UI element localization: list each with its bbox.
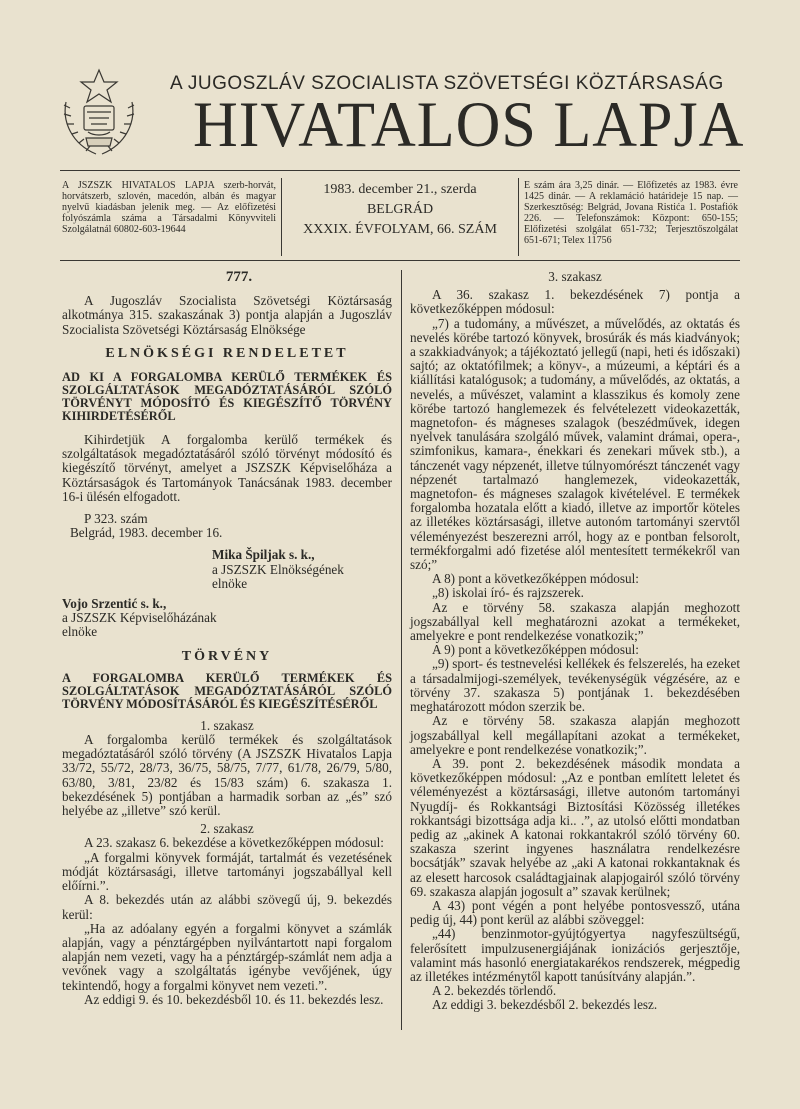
right-column — [410, 270, 740, 1013]
column-divider — [281, 178, 282, 256]
section-heading: 1. szakasz — [200, 717, 254, 733]
coat-of-arms-icon — [44, 62, 154, 162]
signatory-role: elnöke — [62, 624, 98, 640]
section-text: Az e törvény 58. szakasza alapján meghozott jogszabállyal kell meghatározni azokat a termékeket, amelyekre e pont rendelkezése vonatkozik;” — [410, 599, 740, 644]
issue-date: 1983. december 21., szerda — [323, 182, 477, 197]
signatory-role: a JSZSZK Elnökségének — [212, 561, 344, 577]
place-date: Belgrád, 1983. december 16. — [70, 525, 223, 541]
main-column-divider — [401, 270, 402, 1030]
masthead-supertitle: A JUGOSZLÁV SZOCIALISTA SZÖVETSÉGI KÖZTÁRSASÁG — [170, 73, 724, 94]
issue-volume: XXXIX. ÉVFOLYAM, 66. SZÁM — [303, 222, 497, 237]
section-quote: „9) sport- és testnevelési kellékek és felszerelés, ha ezeket a társadalmijogi-személyek, tevékenységük végzésére, az e törvény 37. szakasza 5) pontjának 1. bekezdésében meghatározott módon szerzik be. — [410, 656, 740, 715]
section-text: A 39. pont 2. bekezdésének második mondata a következőképpen módosul: „Az e pontban említett leletet és véleményezést a köztársasági, illetve autonóm tartományi Nyugdíj- és Rokkantsági Biztosítási Közösség illetékes rokkantsági bizottsága adja ki.. .”, az utolsó előtti mondatban pedig az „akinek A katonai rokkantakról szóló törvény 60. szakasza szerint ingyenes használatra rendelkezésre bocsátják” szavak helyébe az „aki A katonai rokkantaknak és az elesett harcosok családtagjainak alapjogairól szóló törvény 69. szakasza alapján jogosult a” szavak kerülnek; — [410, 755, 740, 899]
decree-number: 777. — [225, 269, 253, 285]
section-text: Az e törvény 58. szakasza alapján meghozott jogszabállyal kell megállapítani azokat a termékeket, amelyekre e pont rendelkezése vonatkozik;”. — [410, 713, 740, 757]
section-quote: „8) iskolai író- és rajzszerek. — [432, 585, 584, 601]
signatory-role: a JSZSZK Képviselőházának — [62, 610, 217, 626]
issue-city: BELGRÁD — [366, 202, 434, 217]
header-bottom-rule — [60, 260, 740, 261]
section-text: Az eddigi 3. bekezdésből 2. bekezdés lesz. — [432, 997, 658, 1013]
masthead-title: HIVATALOS LAPJA — [193, 89, 745, 161]
decree-intro: A Jugoszláv Szocialista Szövetségi Köztársaság alkotmánya 315. szakaszának 3) pontja alapján a Jugoszláv Szocialista Szövetségi Köztársaság Elnöksége — [62, 293, 392, 337]
law-title: TÖRVÉNY — [181, 648, 273, 664]
subscription-info: A JSZSZK HIVATALOS LAPJA szerb-horvát, horvátszerb, szlovén, macedón, albán és magyar nyelvű kiadásban jelenik meg. — Az előfizetési folyószámla száma a Társadalmi Könyvviteli Szolgálatnál 60802-603-19644 — [62, 180, 276, 235]
section-text: A 8) pont a következőképpen módosul: — [432, 571, 639, 587]
signatory-name: Mika Špiljak s. k., — [212, 547, 315, 563]
section-quote: „44) benzinmotor-gyújtógyertya nagyfeszültségű, felerősített impulzusenergiájának ionizációs gerjesztője, valamint más hasonló energiatakarékos rendszerek, mégpedig az illetékes intézménytől kapott tanúsítvány alapján.”. — [410, 926, 740, 984]
section-text: A 2. bekezdés törlendő. — [432, 983, 557, 999]
decree-subject: AD KI A FORGALOMBA KERÜLŐ TERMÉKEK ÉS SZOLGÁLTATÁSOK MEGADÓZTATÁSÁRÓL SZÓLÓ TÖRVÉNYT MÓDOSÍTÓ ÉS KIEGÉSZÍTŐ TÖRVÉNY KIHIRDETÉSÉRŐL — [62, 370, 392, 424]
price-info: E szám ára 3,25 dinár. — Előfizetés az 1983. évre 1425 dinár. — A reklamáció határideje 15 nap. — Szerkesztőség: Belgrád, Jovana Ristića 1. Postafiók 226. — Telefonszámok: Központ: 650-155; Előfizetési szolgálat 651-732; Terjesztőszolgálat 651-671; Telex 11756 — [524, 180, 738, 246]
section-text: Az eddigi 9. és 10. bekezdésből 10. és 11. bekezdés lesz. — [84, 991, 384, 1007]
signatory-name: Vojo Srzentić s. k., — [62, 596, 167, 612]
section-text: A 9) pont a következőképpen módosul: — [432, 642, 639, 658]
issue-info — [290, 180, 510, 240]
section-text: A 23. szakasz 6. bekezdése a következőképpen módosul: — [84, 835, 384, 851]
decree-title: ELNÖKSÉGI RENDELETET — [105, 345, 349, 361]
column-divider — [518, 178, 519, 256]
reference-number: P 323. szám — [84, 511, 148, 527]
signatory-role: elnöke — [212, 575, 248, 591]
proclamation: Kihirdetjük A forgalomba kerülő termékek és szolgáltatások megadóztatásáról szóló törvényt módosító és kiegészítő törvényt, amelyet a JSZSZK Képviselőháza a Köztársaságok és Tartományok Tanácsának 1983. december 16-i ülésén elfogadott. — [62, 432, 392, 504]
section-quote: „7) a tudomány, a művészet, a művelődés, az oktatás és nevelés körébe tartozó könyvek, brosúrák és más kiadványok; a szakkiadványok; a tájékoztató jellegű (napi, heti és időszaki) sajtó; az oktatófilmek; a könyv-, a múzeumi, a képtári és a kiállítási katalógusok; a tudomány, a művelődés, az oktatás, a nevelés, a művészet, valamint a klasszikus és komoly zene körébe tartozó hanglemezek és felvételezett videokazetták, magnetofon- és mágneses szalagok (beszédművek, idegen nyelvek tanulására szolgáló művek, valamint drámai, opera-, szimfonikus, kamara-, énekkari és zenekari művek stb.), a tánczenét vagy népzenét, illetve túlnyomórészt tánczenét vagy népzenét tartalmazó hanglemezek, videokazetták, magnetofon- és mágneses szalagok kivételével. E termékek forgalomba hozatala előtt a kiadó, illetve az importőr köteles az illetékes köztársasági, illetve autonóm tartományi szervtől véleményezést beszerezni arról, hogy az e pontban felsorolt, termékforgalmi adó fizetése alól mentesített termékekről van szó;” — [410, 315, 740, 573]
section-text: A forgalomba kerülő termékek és szolgáltatások megadóztatásáról szóló törvény (A JSZSZK Hivatalos Lapja 33/72, 55/72, 28/73, 36/75, 58/75, 7/77, 61/78, 26/79, 5/80, 63/80, 3/81, 23/82 és 15/83 szám) 6. szakasza 1. bekezdésének 5) pontjában a harmadik sorban az „és” szó helyébe az „illetve” szó kerül. — [62, 732, 392, 819]
left-column — [62, 270, 392, 1007]
section-quote: „Ha az adóalany egyén a forgalmi könyvet a számlák alapján, vagy a pénztárgépben nyilvántartott napi forgalom alapján nem vezeti, vagy ha a pénztárgép-számlát nem adja a vevőnek vagy a szolgáltatás igénybe vevőjének, úgy tekintendő, hogy a forgalmi könyvet nem vezeti.”. — [62, 920, 392, 993]
signature-block-2 — [62, 597, 392, 640]
section-heading: 2. szakasz — [200, 821, 254, 837]
masthead-rule — [60, 170, 740, 171]
law-subject: A FORGALOMBA KERÜLŐ TERMÉKEK ÉS SZOLGÁLTATÁSOK MEGADÓZTATÁSÁRÓL SZÓLÓ TÖRVÉNY MÓDOSÍTÁSÁRÓL ÉS KIEGÉSZÍTÉSÉRŐL — [62, 670, 392, 711]
section-quote: „A forgalmi könyvek formáját, tartalmát és vezetésének módját köztársasági, illetve tartományi jogszabállyal kell előírni.”. — [62, 849, 392, 894]
section-heading: 3. szakasz — [548, 269, 602, 284]
section-text: A 36. szakasz 1. bekezdésének 7) pontja a következőképpen módosul: — [410, 287, 740, 317]
section-text: A 8. bekezdés után az alábbi szövegű új, 9. bekezdés kerül: — [62, 892, 392, 922]
section-text: A 43) pont végén a pont helyébe pontosvessző, utána pedig új, 44) pont kerül az alábbi szöveggel: — [410, 897, 740, 928]
signature-block-1 — [62, 548, 392, 591]
